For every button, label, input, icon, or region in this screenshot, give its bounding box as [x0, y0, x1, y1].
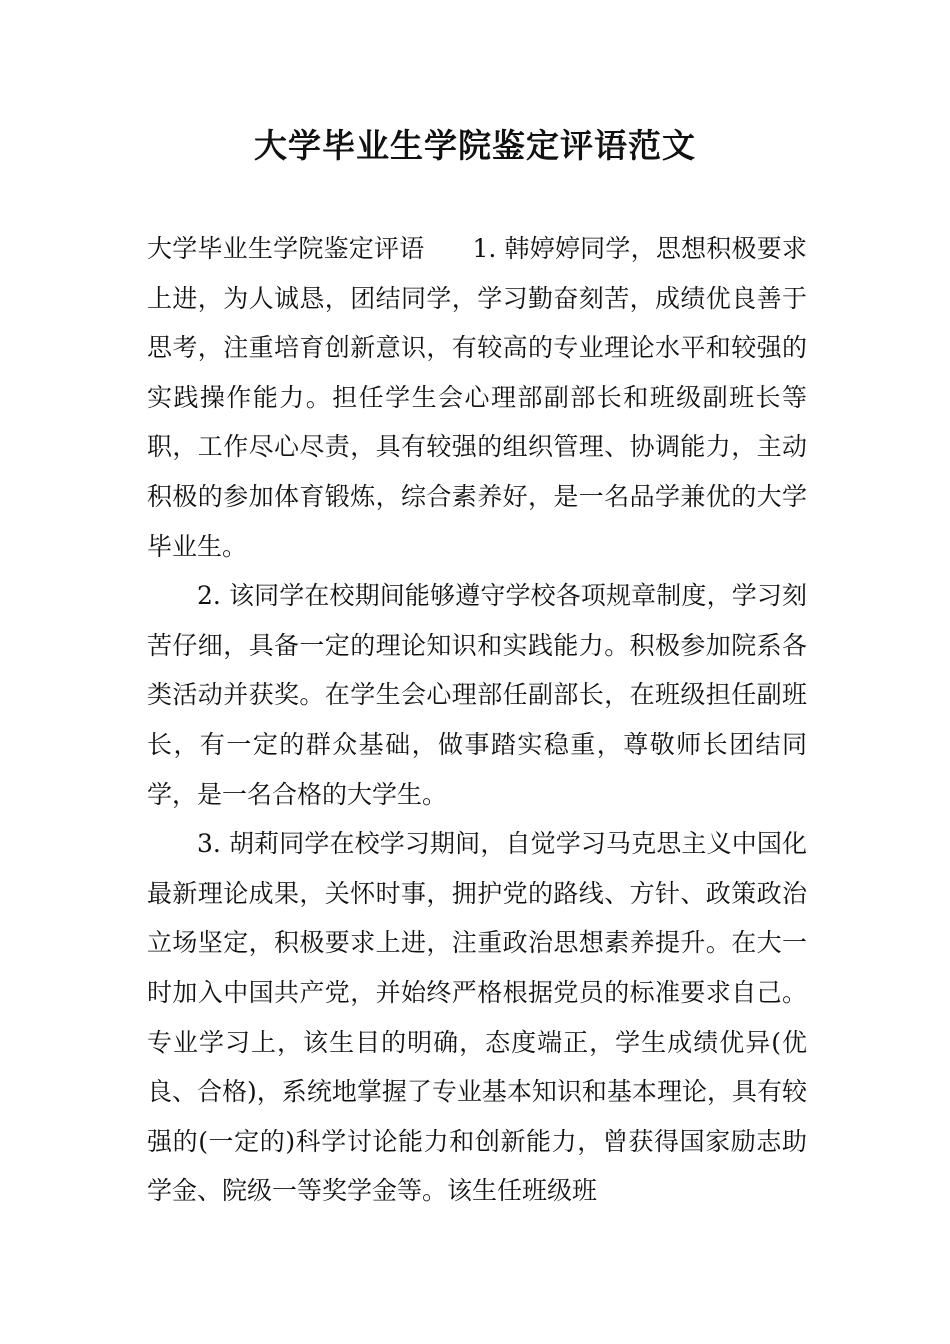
paragraph-1	[147, 224, 807, 571]
intro-label: 大学毕业生学院鉴定评语	[147, 234, 425, 263]
document-title: 大学毕业生学院鉴定评语范文	[254, 126, 696, 165]
document-body	[147, 224, 807, 1216]
paragraph-3: 3. 胡莉同学在校学习期间，自觉学习马克思主义中国化最新理论成果，关怀时事，拥护党的路线、方针、政策政治立场坚定，积极要求上进，注重政治思想素养提升。在大一时加入中国共产党，并始终严格根据党员的标准要求自己。专业学习上，该生目的明确，态度端正，学生成绩优异(优良、合格)，系统地掌握了专业基本知识和基本理论，具有较强的(一定的)科学讨论能力和创新能力，曾获得国家励志助学金、院级一等奖学金等。该生任班级班	[147, 829, 807, 1206]
paragraph-1-text: 1. 韩婷婷同学，思想积极要求上进，为人诚恳，团结同学，学习勤奋刻苦，成绩优良善于思考，注重培育创新意识，有较高的专业理论水平和较强的实践操作能力。担任学生会心理部副部长和班级副班长等职，工作尽心尽责，具有较强的组织管理、协调能力，主动积极的参加体育锻炼，综合素养好，是一名品学兼优的大学毕业生。	[147, 234, 807, 561]
paragraph-2: 2. 该同学在校期间能够遵守学校各项规章制度，学习刻苦仔细，具备一定的理论知识和实践能力。积极参加院系各类活动并获奖。在学生会心理部任副部长，在班级担任副班长，有一定的群众基础，做事踏实稳重，尊敬师长团结同学，是一名合格的大学生。	[147, 581, 807, 809]
